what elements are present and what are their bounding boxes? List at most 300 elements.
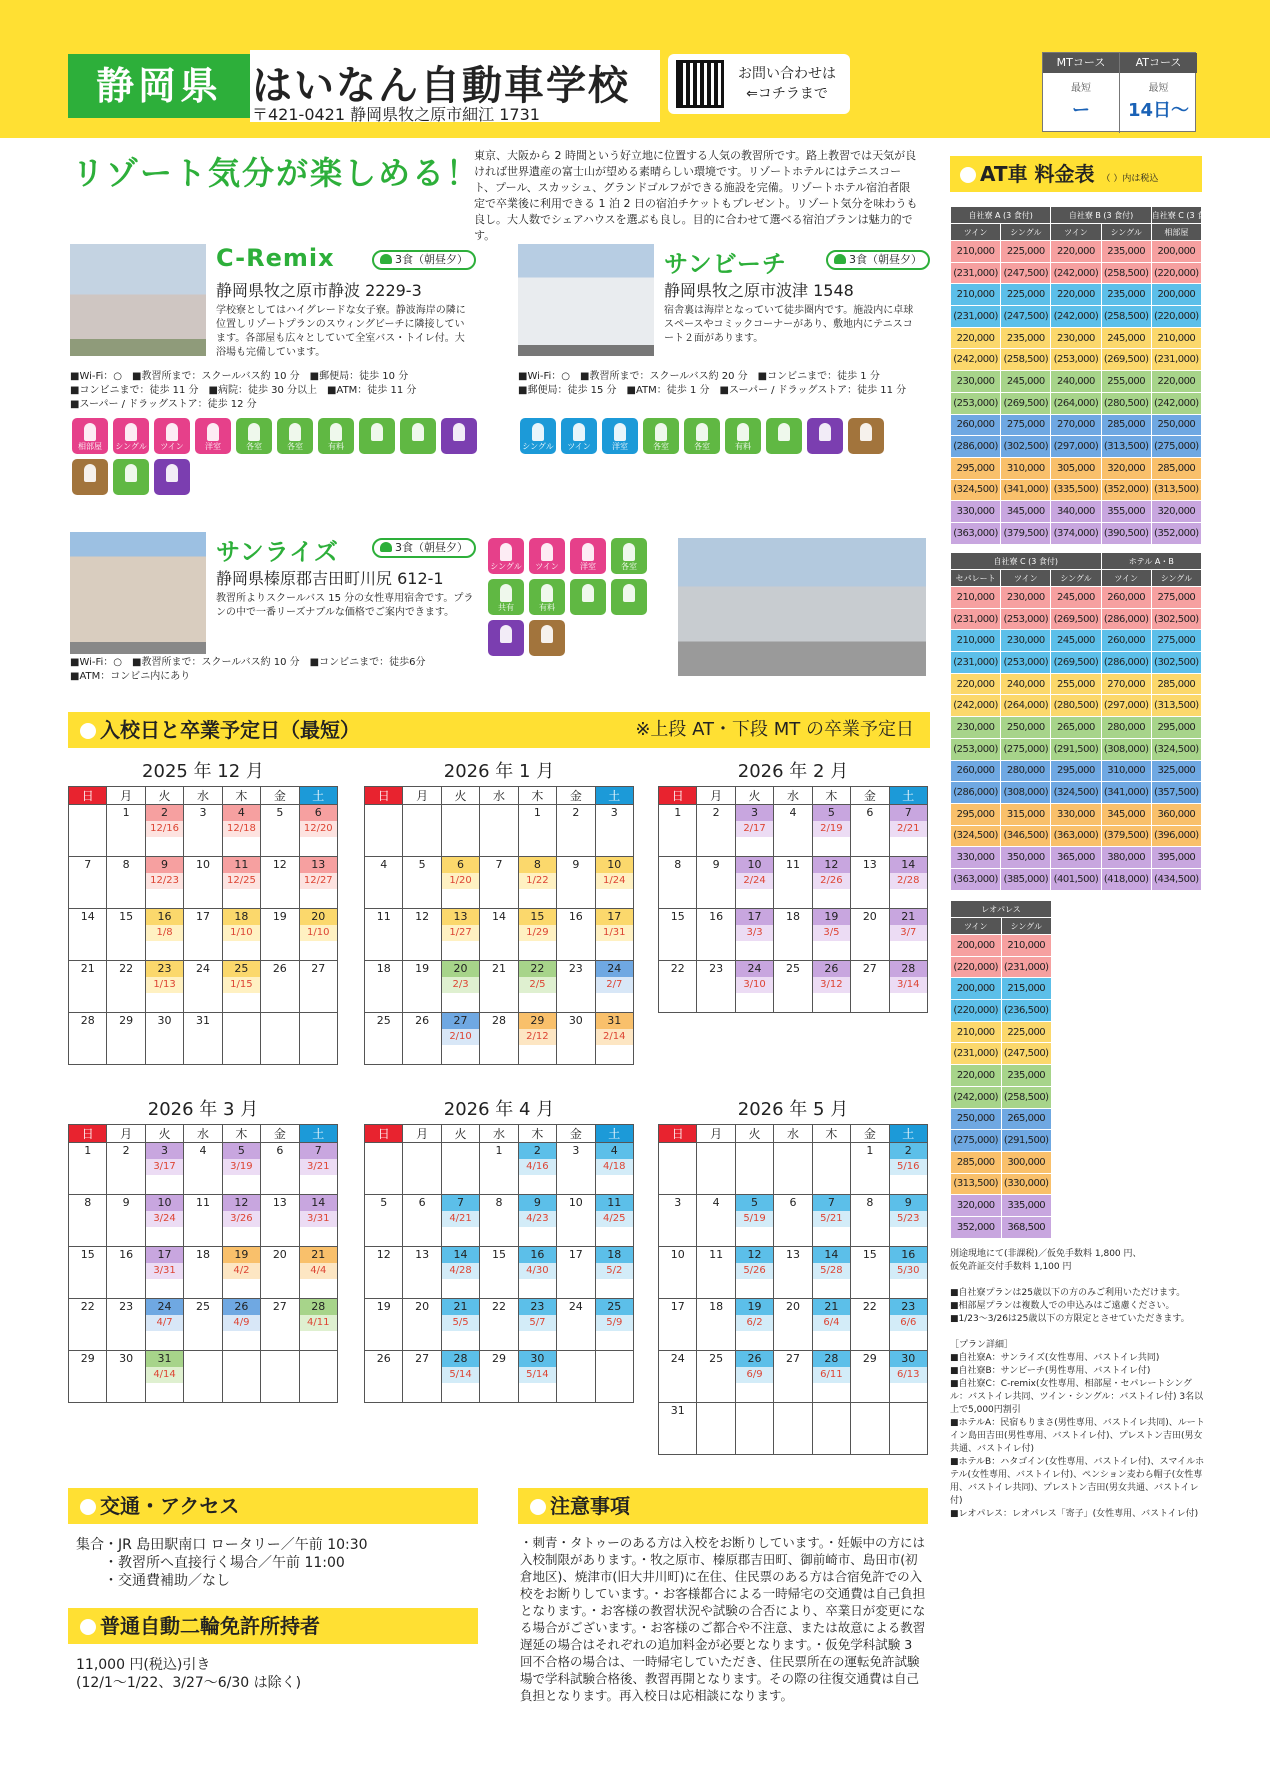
- calendar-day: 17 1/31: [595, 909, 633, 961]
- price-cell: 270,000: [1101, 673, 1151, 695]
- month-title: 2026 年 2 月: [737, 761, 849, 782]
- calendar-day: 2 4/16: [518, 1143, 556, 1195]
- price-cell: (363,000): [951, 868, 1001, 890]
- calendar-day: 29 2/12: [518, 1013, 556, 1065]
- price-note-line: [950, 1274, 1208, 1287]
- calendar-day: 11: [774, 857, 812, 909]
- calendar-day: 7 5/21: [812, 1195, 850, 1247]
- course-box: [1042, 52, 1196, 132]
- price-cell: 285,000: [1101, 414, 1151, 436]
- price-cell: (220,000): [1151, 306, 1201, 328]
- price-cell: 355,000: [1101, 501, 1151, 523]
- weekday-header: 日: [69, 1125, 107, 1143]
- amenity-icon: [611, 579, 647, 615]
- calendar-day: 4: [184, 1143, 222, 1195]
- calendar-day: 24: [557, 1299, 595, 1351]
- graduation-date: 5/16: [890, 1159, 927, 1175]
- month-calendar: [658, 1096, 928, 1455]
- price-cell: 265,000: [1051, 717, 1101, 739]
- price-cell: 345,000: [1101, 803, 1151, 825]
- calendar-day: 7 2/21: [889, 805, 927, 857]
- price-cell: 225,000: [1001, 241, 1051, 263]
- month-calendar: [68, 1096, 338, 1403]
- price-cell: 240,000: [1051, 371, 1101, 393]
- amenity-icon: [488, 620, 524, 656]
- price-cell: 230,000: [1001, 630, 1051, 652]
- calendar-day: 14 2/28: [889, 857, 927, 909]
- qr-code-icon[interactable]: [676, 60, 724, 108]
- price-row: [951, 630, 1202, 652]
- weekday-header: 土: [299, 787, 337, 805]
- calendar-day: 24 3/10: [735, 961, 773, 1013]
- weekday-header: 火: [735, 787, 773, 805]
- graduation-date: 4/9: [223, 1315, 260, 1331]
- calendar-day: 10 3/24: [145, 1195, 183, 1247]
- calendar-day: 25: [697, 1351, 735, 1403]
- graduation-date: 5/30: [890, 1263, 927, 1279]
- calendar-day: 6: [774, 1195, 812, 1247]
- price-note-line: 仮免許証交付手数料 1,100 円: [950, 1262, 1072, 1272]
- graduation-date: 5/7: [519, 1315, 556, 1331]
- calendar-day: 31: [184, 1013, 222, 1065]
- calendar-day: [365, 1143, 403, 1195]
- month-title: 2026 年 5 月: [737, 1099, 849, 1120]
- price-cell: (231,000): [951, 306, 1001, 328]
- weekday-header: 火: [145, 787, 183, 805]
- graduation-date: 2/21: [890, 821, 927, 837]
- price-cell: 215,000: [1001, 978, 1052, 1000]
- meal-icon: [380, 254, 392, 264]
- graduation-date: 2/12: [519, 1029, 556, 1045]
- amenity-icon: 各室: [684, 418, 720, 454]
- school-title-box: [250, 50, 660, 122]
- price-note-line: ■レオパレス：レオパレス「寄子」(女性専用、バストイレ付): [950, 1509, 1199, 1519]
- graduation-date: 12/25: [223, 873, 260, 889]
- calendar-day: 8: [851, 1195, 889, 1247]
- calendar-day: 1: [480, 1143, 518, 1195]
- month-calendar: [658, 758, 928, 1013]
- month-title: 2026 年 4 月: [443, 1099, 555, 1120]
- price-cell: 210,000: [951, 1021, 1002, 1043]
- weekday-header: 木: [812, 787, 850, 805]
- dorm-photo: [70, 244, 206, 356]
- price-cell: (374,000): [1051, 522, 1101, 544]
- price-cell: 225,000: [1001, 284, 1051, 306]
- amenity-icon: ツイン: [154, 418, 190, 454]
- price-cell: (418,000): [1101, 868, 1151, 890]
- price-cell: 275,000: [1001, 414, 1051, 436]
- price-cell: (286,000): [1101, 652, 1151, 674]
- calendar-day: [261, 1351, 299, 1403]
- graduation-date: 4/4: [300, 1263, 337, 1279]
- calendar-day: [222, 1013, 260, 1065]
- calendar-day: 19: [403, 961, 441, 1013]
- weekday-header: 火: [441, 787, 479, 805]
- weekday-header: 水: [184, 1125, 222, 1143]
- calendar-day: 13 1/27: [441, 909, 479, 961]
- price-cell: (341,000): [1001, 479, 1051, 501]
- calendar-day: [261, 1013, 299, 1065]
- dorm-desc: 宿舎裏は海岸となっていて徒歩圏内です。施設内に卓球スペースやコミックコーナーがあり、敷地内にテニスコート２面があります。: [664, 305, 914, 344]
- price-heading: AT車 料金表 （ ）内は税込: [950, 156, 1202, 192]
- month-calendar: [364, 758, 634, 1065]
- calendar-day: 23: [697, 961, 735, 1013]
- mt-sub: 最短: [1071, 83, 1091, 94]
- calendar-day: 19 6/2: [735, 1299, 773, 1351]
- price-cell: 285,000: [1151, 457, 1201, 479]
- calendar-day: [774, 1143, 812, 1195]
- calendar-day: 12 5/26: [735, 1247, 773, 1299]
- price-cell: 240,000: [1001, 673, 1051, 695]
- calendar-day: 21 3/7: [889, 909, 927, 961]
- price-cell: (286,000): [951, 436, 1001, 458]
- price-table-2: [950, 552, 1202, 891]
- graduation-date: 1/24: [596, 873, 633, 889]
- graduation-date: 2/19: [813, 821, 850, 837]
- calendar-day: 2: [697, 805, 735, 857]
- price-cell: (269,500): [1051, 652, 1101, 674]
- dorm-info: ■Wi-Fi：○ ■教習所まで：スクールバス約 10 分 ■コンビニまで：徒歩6分 ■ATM：コンビニ内にあり: [70, 657, 426, 682]
- calendar-day: 28 3/14: [889, 961, 927, 1013]
- calendar-day: 24: [659, 1351, 697, 1403]
- graduation-date: 6/13: [890, 1367, 927, 1383]
- calendar-day: 19 3/5: [812, 909, 850, 961]
- amenity-icon: [113, 459, 149, 495]
- graduation-date: 4/28: [442, 1263, 479, 1279]
- graduation-date: 1/8: [146, 925, 183, 941]
- weekday-header: 日: [659, 1125, 697, 1143]
- price-cell: (324,500): [951, 479, 1001, 501]
- calendar-day: 12: [261, 857, 299, 909]
- calendar-day: 15: [69, 1247, 107, 1299]
- amenity-icon: [359, 418, 395, 454]
- amenity-icon: 各室: [611, 538, 647, 574]
- amenity-icon: 各室: [277, 418, 313, 454]
- price-group-header: 自社寮 C (3 食付): [1151, 207, 1201, 224]
- access-heading: 交通・アクセス: [68, 1488, 478, 1524]
- calendar-day: 28 5/14: [441, 1351, 479, 1403]
- price-cell: (434,500): [1151, 868, 1201, 890]
- calendar-day: 8: [69, 1195, 107, 1247]
- calendar-day: 1: [851, 1143, 889, 1195]
- calendar-day: 28: [480, 1013, 518, 1065]
- calendar-day: 27: [774, 1351, 812, 1403]
- price-cell: (313,500): [1151, 695, 1201, 717]
- price-row: [951, 847, 1202, 869]
- price-cell: 230,000: [1001, 587, 1051, 609]
- price-cell: (253,000): [951, 738, 1001, 760]
- calendar-day: 27: [299, 961, 337, 1013]
- calendar-day: 23: [107, 1299, 145, 1351]
- calendar-day: 29: [107, 1013, 145, 1065]
- weekday-header: 水: [774, 787, 812, 805]
- price-cell: 225,000: [1001, 1021, 1052, 1043]
- weekday-header: 金: [557, 787, 595, 805]
- amenity-icon: 各室: [643, 418, 679, 454]
- calendar-day: 30 6/13: [889, 1351, 927, 1403]
- calendar-day: 11 12/25: [222, 857, 260, 909]
- price-table-3: [950, 900, 1052, 1239]
- price-cell: 280,000: [1001, 760, 1051, 782]
- calendar-day: 1: [659, 805, 697, 857]
- price-note-line: ［プラン詳細］: [950, 1340, 1014, 1350]
- price-cell: (363,000): [951, 522, 1001, 544]
- calendar-day: 8: [107, 857, 145, 909]
- graduation-date: 4/21: [442, 1211, 479, 1227]
- price-row: [951, 262, 1202, 284]
- price-cell: (247,500): [1001, 306, 1051, 328]
- calendar-day: 20: [261, 1247, 299, 1299]
- calendar-day: 4: [774, 805, 812, 857]
- calendar-note: ※上段 AT・下段 MT の卒業予定日: [635, 719, 914, 740]
- price-cell: (335,500): [1051, 479, 1101, 501]
- calendar-day: 23 6/6: [889, 1299, 927, 1351]
- weekday-header: 火: [735, 1125, 773, 1143]
- graduation-date: 1/15: [223, 977, 260, 993]
- price-col-header: シングル: [1001, 224, 1051, 241]
- amenity-icon: [570, 579, 606, 615]
- price-cell: 275,000: [1151, 587, 1201, 609]
- graduation-date: 4/18: [596, 1159, 633, 1175]
- graduation-date: 2/5: [519, 977, 556, 993]
- graduation-date: 3/31: [300, 1211, 337, 1227]
- weekday-header: 日: [365, 787, 403, 805]
- calendar-day: 2 5/16: [889, 1143, 927, 1195]
- price-cell: 210,000: [951, 630, 1001, 652]
- calendar-day: 15: [480, 1247, 518, 1299]
- price-cell: (242,000): [951, 695, 1001, 717]
- price-cell: (401,500): [1051, 868, 1101, 890]
- calendar-day: 20: [403, 1299, 441, 1351]
- weekday-header: 日: [659, 787, 697, 805]
- meal-icon: [834, 254, 846, 264]
- calendar-day: [480, 805, 518, 857]
- calendar-day: 31 2/14: [595, 1013, 633, 1065]
- calendar-day: 14 4/28: [441, 1247, 479, 1299]
- price-cell: (220,000): [951, 1000, 1002, 1022]
- calendar-day: 5 5/19: [735, 1195, 773, 1247]
- amenity-icon: [807, 418, 843, 454]
- price-note-line: ■ホテルA：民宿もりまさ(男性専用、バストイレ共同)、ルートイン島田吉田(男性専用、バストイレ付)、プレストン吉田(男女共通、バストイレ付): [950, 1418, 1205, 1454]
- calendar-day: 8: [659, 857, 697, 909]
- price-cell: 368,500: [1001, 1216, 1052, 1238]
- dorm-address: 静岡県榛原郡吉田町川尻 612-1: [216, 569, 444, 588]
- calendar-day: 25: [184, 1299, 222, 1351]
- price-notes: [950, 1248, 1208, 1521]
- calendar-day: 25: [365, 1013, 403, 1065]
- price-cell: (242,000): [951, 349, 1001, 371]
- calendar-day: 30 5/14: [518, 1351, 556, 1403]
- price-cell: 255,000: [1051, 673, 1101, 695]
- price-cell: 235,000: [1001, 327, 1051, 349]
- amenity-icon: ツイン: [561, 418, 597, 454]
- price-cell: (253,000): [1001, 652, 1051, 674]
- dorm-desc: 学校寮としてはハイグレードな女子寮。静波海岸の隣に位置しリゾートプランのスウィングビーチに隣接しています。各部屋も広々としていて全室バス・トイレ付。大浴場も完備しています。: [216, 305, 466, 358]
- calendar-day: 5: [403, 857, 441, 909]
- graduation-date: 1/27: [442, 925, 479, 941]
- graduation-date: 5/21: [813, 1211, 850, 1227]
- calendar-day: [299, 1013, 337, 1065]
- price-cell: 260,000: [951, 760, 1001, 782]
- calendar-day: 21: [480, 961, 518, 1013]
- weekday-header: 日: [69, 787, 107, 805]
- price-cell: 250,000: [1001, 717, 1051, 739]
- price-group-header: 自社寮 B (3 食付): [1051, 207, 1151, 224]
- calendar-heading: 入校日と卒業予定日（最短） ※上段 AT・下段 MT の卒業予定日: [68, 712, 930, 748]
- contact-box[interactable]: [668, 54, 850, 114]
- calendar-day: [184, 1351, 222, 1403]
- price-cell: (264,000): [1001, 695, 1051, 717]
- dorm-info: ■Wi-Fi：○ ■教習所まで：スクールバス約 20 分 ■コンビニまで：徒歩 1 分 ■郵便局：徒歩 15 分 ■ATM：徒歩 1 分 ■スーパー / ドラッグストア：徒歩 11 分: [518, 371, 907, 396]
- calendar-day: 21 5/5: [441, 1299, 479, 1351]
- price-cell: (275,000): [1001, 738, 1051, 760]
- price-row: [951, 608, 1202, 630]
- graduation-date: 4/11: [300, 1315, 337, 1331]
- price-group-header: 自社寮 C (3 食付): [951, 553, 1102, 570]
- dorm-name: C-Remix: [216, 244, 335, 272]
- weekday-header: 金: [261, 1125, 299, 1143]
- moto-heading: 普通自動二輪免許所持者: [68, 1608, 478, 1644]
- graduation-date: 2/7: [596, 977, 633, 993]
- calendar-day: 28 4/11: [299, 1299, 337, 1351]
- calendar-day: 20: [774, 1299, 812, 1351]
- calendar-day: 27 2/10: [441, 1013, 479, 1065]
- price-row: [951, 825, 1202, 847]
- calendar-day: 22: [480, 1299, 518, 1351]
- price-row: [951, 956, 1052, 978]
- weekday-header: 月: [403, 1125, 441, 1143]
- price-cell: (330,000): [1001, 1173, 1052, 1195]
- mt-value: ー: [1072, 100, 1090, 121]
- graduation-date: 3/10: [736, 977, 773, 993]
- calendar-day: 23 5/7: [518, 1299, 556, 1351]
- calendar-day: 8 1/22: [518, 857, 556, 909]
- headline: リゾート気分が楽しめる！: [72, 154, 481, 192]
- dorm-photo: [70, 532, 206, 654]
- price-cell: (313,500): [1151, 479, 1201, 501]
- calendar-day: 3: [659, 1195, 697, 1247]
- calendar-day: [735, 1403, 773, 1455]
- calendar-day: 18 5/2: [595, 1247, 633, 1299]
- price-col-header: シングル: [1051, 570, 1101, 587]
- calendar-day: 22: [107, 961, 145, 1013]
- price-cell: 220,000: [1051, 241, 1101, 263]
- price-cell: (231,000): [951, 262, 1001, 284]
- price-row: [951, 1086, 1052, 1108]
- calendar-day: 11 4/25: [595, 1195, 633, 1247]
- price-row: [951, 782, 1202, 804]
- access-text: 集合・JR 島田駅南口 ロータリー／午前 10:30 ・教習所へ直接行く場合／午前 11:00 ・交通費補助／なし: [76, 1537, 368, 1589]
- calendar-day: 20 2/3: [441, 961, 479, 1013]
- price-cell: (236,500): [1001, 1000, 1052, 1022]
- price-cell: (324,500): [951, 825, 1001, 847]
- amenity-icon: [766, 418, 802, 454]
- price-cell: 310,000: [1101, 760, 1151, 782]
- mt-course-label: MTコース: [1043, 53, 1119, 73]
- graduation-date: 2/17: [736, 821, 773, 837]
- calendar-day: 10 2/24: [735, 857, 773, 909]
- graduation-date: 1/13: [146, 977, 183, 993]
- graduation-date: 4/7: [146, 1315, 183, 1331]
- calendar-day: 16: [107, 1247, 145, 1299]
- price-cell: (291,500): [1001, 1130, 1052, 1152]
- price-cell: 270,000: [1051, 414, 1101, 436]
- calendar-day: 31: [659, 1403, 697, 1455]
- calendar-day: 6: [851, 805, 889, 857]
- price-note-line: ■自社寮C：C-remix(女性専用、相部屋・セパレートシングル：バストイレ共同、ツイン・シングル：バストイレ付) 3名以上で5,000円割引: [950, 1379, 1204, 1415]
- price-cell: (379,500): [1101, 825, 1151, 847]
- price-cell: (258,500): [1101, 306, 1151, 328]
- price-row: [951, 436, 1202, 458]
- amenity-icon: [72, 459, 108, 495]
- calendar-day: 7: [480, 857, 518, 909]
- price-cell: 245,000: [1051, 630, 1101, 652]
- price-row: [951, 392, 1202, 414]
- calendar-day: 12 2/26: [812, 857, 850, 909]
- graduation-date: 12/16: [146, 821, 183, 837]
- price-cell: (231,000): [1151, 349, 1201, 371]
- price-row: [951, 1216, 1052, 1238]
- amenity-icon: [400, 418, 436, 454]
- calendar-day: [697, 1403, 735, 1455]
- graduation-date: 6/4: [813, 1315, 850, 1331]
- calendar-day: 19 4/2: [222, 1247, 260, 1299]
- price-group-header: ホテル A・B: [1101, 553, 1201, 570]
- calendar-day: 4: [697, 1195, 735, 1247]
- price-cell: (231,000): [951, 1043, 1002, 1065]
- calendar-day: 6 1/20: [441, 857, 479, 909]
- price-cell: (264,000): [1051, 392, 1101, 414]
- price-cell: (346,500): [1001, 825, 1051, 847]
- price-cell: (242,000): [1151, 392, 1201, 414]
- price-cell: 210,000: [1001, 935, 1052, 957]
- price-cell: 265,000: [1001, 1108, 1052, 1130]
- price-cell: 275,000: [1151, 630, 1201, 652]
- amenity-icon: シングル: [113, 418, 149, 454]
- calendar-day: 20: [851, 909, 889, 961]
- calendar-day: 13: [774, 1247, 812, 1299]
- price-cell: 305,000: [1051, 457, 1101, 479]
- calendar-day: 15 1/29: [518, 909, 556, 961]
- calendar-day: 30: [557, 1013, 595, 1065]
- price-row: [951, 501, 1202, 523]
- calendar-day: 4 12/18: [222, 805, 260, 857]
- dot-icon: [80, 1619, 96, 1635]
- price-cell: (324,500): [1051, 782, 1101, 804]
- weekday-header: 木: [518, 787, 556, 805]
- graduation-date: 2/10: [442, 1029, 479, 1045]
- calendar-day: 30: [145, 1013, 183, 1065]
- price-note-line: ■自社寮プランは25歳以下の方のみご利用いただけます。: [950, 1288, 1186, 1298]
- calendar-day: 21: [69, 961, 107, 1013]
- calendar-day: 14: [480, 909, 518, 961]
- dot-icon: [530, 1499, 546, 1515]
- price-cell: (269,500): [1101, 349, 1151, 371]
- calendar-day: 26 6/9: [735, 1351, 773, 1403]
- calendar-day: 12: [403, 909, 441, 961]
- meal-badge: 3食（朝昼夕）: [372, 538, 476, 558]
- price-cell: (280,500): [1101, 392, 1151, 414]
- price-row: [951, 371, 1202, 393]
- dorm-name: サンビーチ: [664, 250, 787, 278]
- amenity-icon: 相部屋: [72, 418, 108, 454]
- price-group-header: レオパレス: [951, 901, 1052, 918]
- graduation-date: 6/2: [736, 1315, 773, 1331]
- graduation-date: 3/17: [146, 1159, 183, 1175]
- graduation-date: 3/21: [300, 1159, 337, 1175]
- price-note-line: ■ホテルB：ハタゴイン(女性専用、バストイレ付)、スマイルホテル(女性専用、バストイレ付)、ペンション麦わら帽子(女性専用、バストイレ共同)、プレストン吉田(男女共通、バストイレ付): [950, 1457, 1205, 1506]
- intro-text: 東京、大阪から 2 時間という好立地に位置する人気の教習所です。路上教習では天気が良ければ世界遺産の富士山が望める素晴らしい環境です。リゾートホテルにはテニスコート、プール、スカッシュ、グランドゴルフができる施設を完備。リゾートホテル宿泊者限定で卒業後に利用できる 1 泊 2 日の宿泊チケットもプレゼント。リゾート気分を味わうも良し。大人数でシェアハウスを選ぶも良し。目的に合わせて選べる宿泊プランは魅力的です。: [474, 149, 918, 242]
